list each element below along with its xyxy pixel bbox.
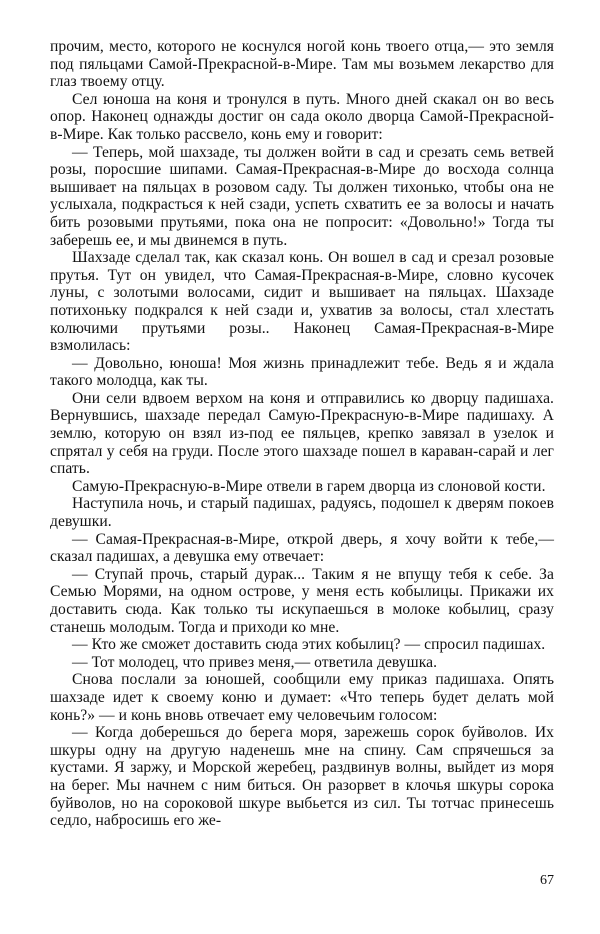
paragraph-5: — Довольно, юноша! Моя жизнь принадлежит тебе. Ведь я и ждала такого молодца, как ты. bbox=[50, 354, 554, 390]
page-number: 67 bbox=[540, 873, 554, 888]
paragraph-9: — Самая-Прекрасная-в-Мире, открой дверь, я хочу войти к тебе,— сказал падишах, а девушка ему отвечает: bbox=[50, 530, 554, 566]
paragraph-11: — Кто же сможет доставить сюда этих кобылиц? — спросил падишах. bbox=[72, 636, 546, 654]
paragraph-2: Сел юноша на коня и тронулся в путь. Много дней скакал он во весь опор. Наконец однажды достиг он сада около дворца Самой-Прекрасной-в-Мире. Как только рассвело, конь ему и говорит: bbox=[50, 90, 554, 143]
paragraph-8: Наступила ночь, и старый падишах, радуясь, подошел к дверям покоев девушки. bbox=[50, 495, 554, 531]
paragraph-14: — Когда доберешься до берега моря, зарежешь сорок буйволов. Их шкуры одну на другую наденешь мне на спину. Сам спрячешься за кустами. Я заржу, и Морской жеребец, раздвинув волны, выйдет из моря на берег. Мы начнем с ним биться. Он разорвет в клочья шкуры сорока буйволов, но на сороковой шкуре выбьется из сил. Ты тотчас принесешь седло, набросишь его же- bbox=[50, 724, 554, 830]
body-text bbox=[50, 38, 554, 830]
paragraph-12: — Тот молодец, что привез меня,— ответила девушка. bbox=[72, 653, 438, 671]
paragraph-7: Самую-Прекрасную-в-Мире отвели в гарем дворца из слоновой кости. bbox=[72, 477, 546, 495]
paragraph-3: — Теперь, мой шахзаде, ты должен войти в сад и срезать семь ветвей розы, поросшие шипами. Самая-Прекрасная-в-Мире до восхода солнца вышивает на пяльцах в розовом саду. Ты должен тихонько, чтобы она не услыхала, подкрасться к ней сзади, успеть схватить ее за волосы и начать бить розовыми прутьями, пока она не попросит: «Довольно!» Тогда ты заберешь ее, и мы двинемся в путь. bbox=[50, 143, 554, 249]
paragraph-1: прочим, место, которого не коснулся ногой конь твоего отца,— это земля под пяльцами Самой-Прекрасной-в-Мире. Там мы возьмем лекарство для глаз твоему отцу. bbox=[50, 38, 554, 91]
paragraph-6: Они сели вдвоем верхом на коня и отправились ко дворцу падишаха. Вернувшись, шахзаде передал Самую-Прекрасную-в-Мире падишаху. А землю, которую он взял из-под ее пяльцев, крепко завязал в узелок и спрятал у себя на груди. После этого шахзаде пошел в караван-сарай и лег спать. bbox=[50, 389, 554, 478]
paragraph-10: — Ступай прочь, старый дурак... Таким я не впущу тебя к себе. За Семью Морями, на одном острове, у меня есть кобылицы. Прикажи их доставить сюда. Как только ты искупаешься в молоке кобылиц, сразу станешь молодым. Тогда и приходи ко мне. bbox=[50, 565, 554, 636]
paragraph-4: Шахзаде сделал так, как сказал конь. Он вошел в сад и срезал розовые прутья. Тут он увидел, что Самая-Прекрасная-в-Мире, словно кусочек луны, с золотыми волосами, сидит и вышивает на пяльцах. Шахзаде потихоньку подкрался к ней сзади и, ухватив за волосы, стал хлестать колючими прутьями розы.. Наконец Самая-Прекрасная-в-Мире взмолилась: bbox=[50, 249, 554, 355]
paragraph-13: Снова послали за юношей, сообщили ему приказ падишаха. Опять шахзаде идет к своему коню и думает: «Что теперь будет делать мой конь?» — и конь вновь отвечает ему человечьим голосом: bbox=[50, 671, 554, 724]
